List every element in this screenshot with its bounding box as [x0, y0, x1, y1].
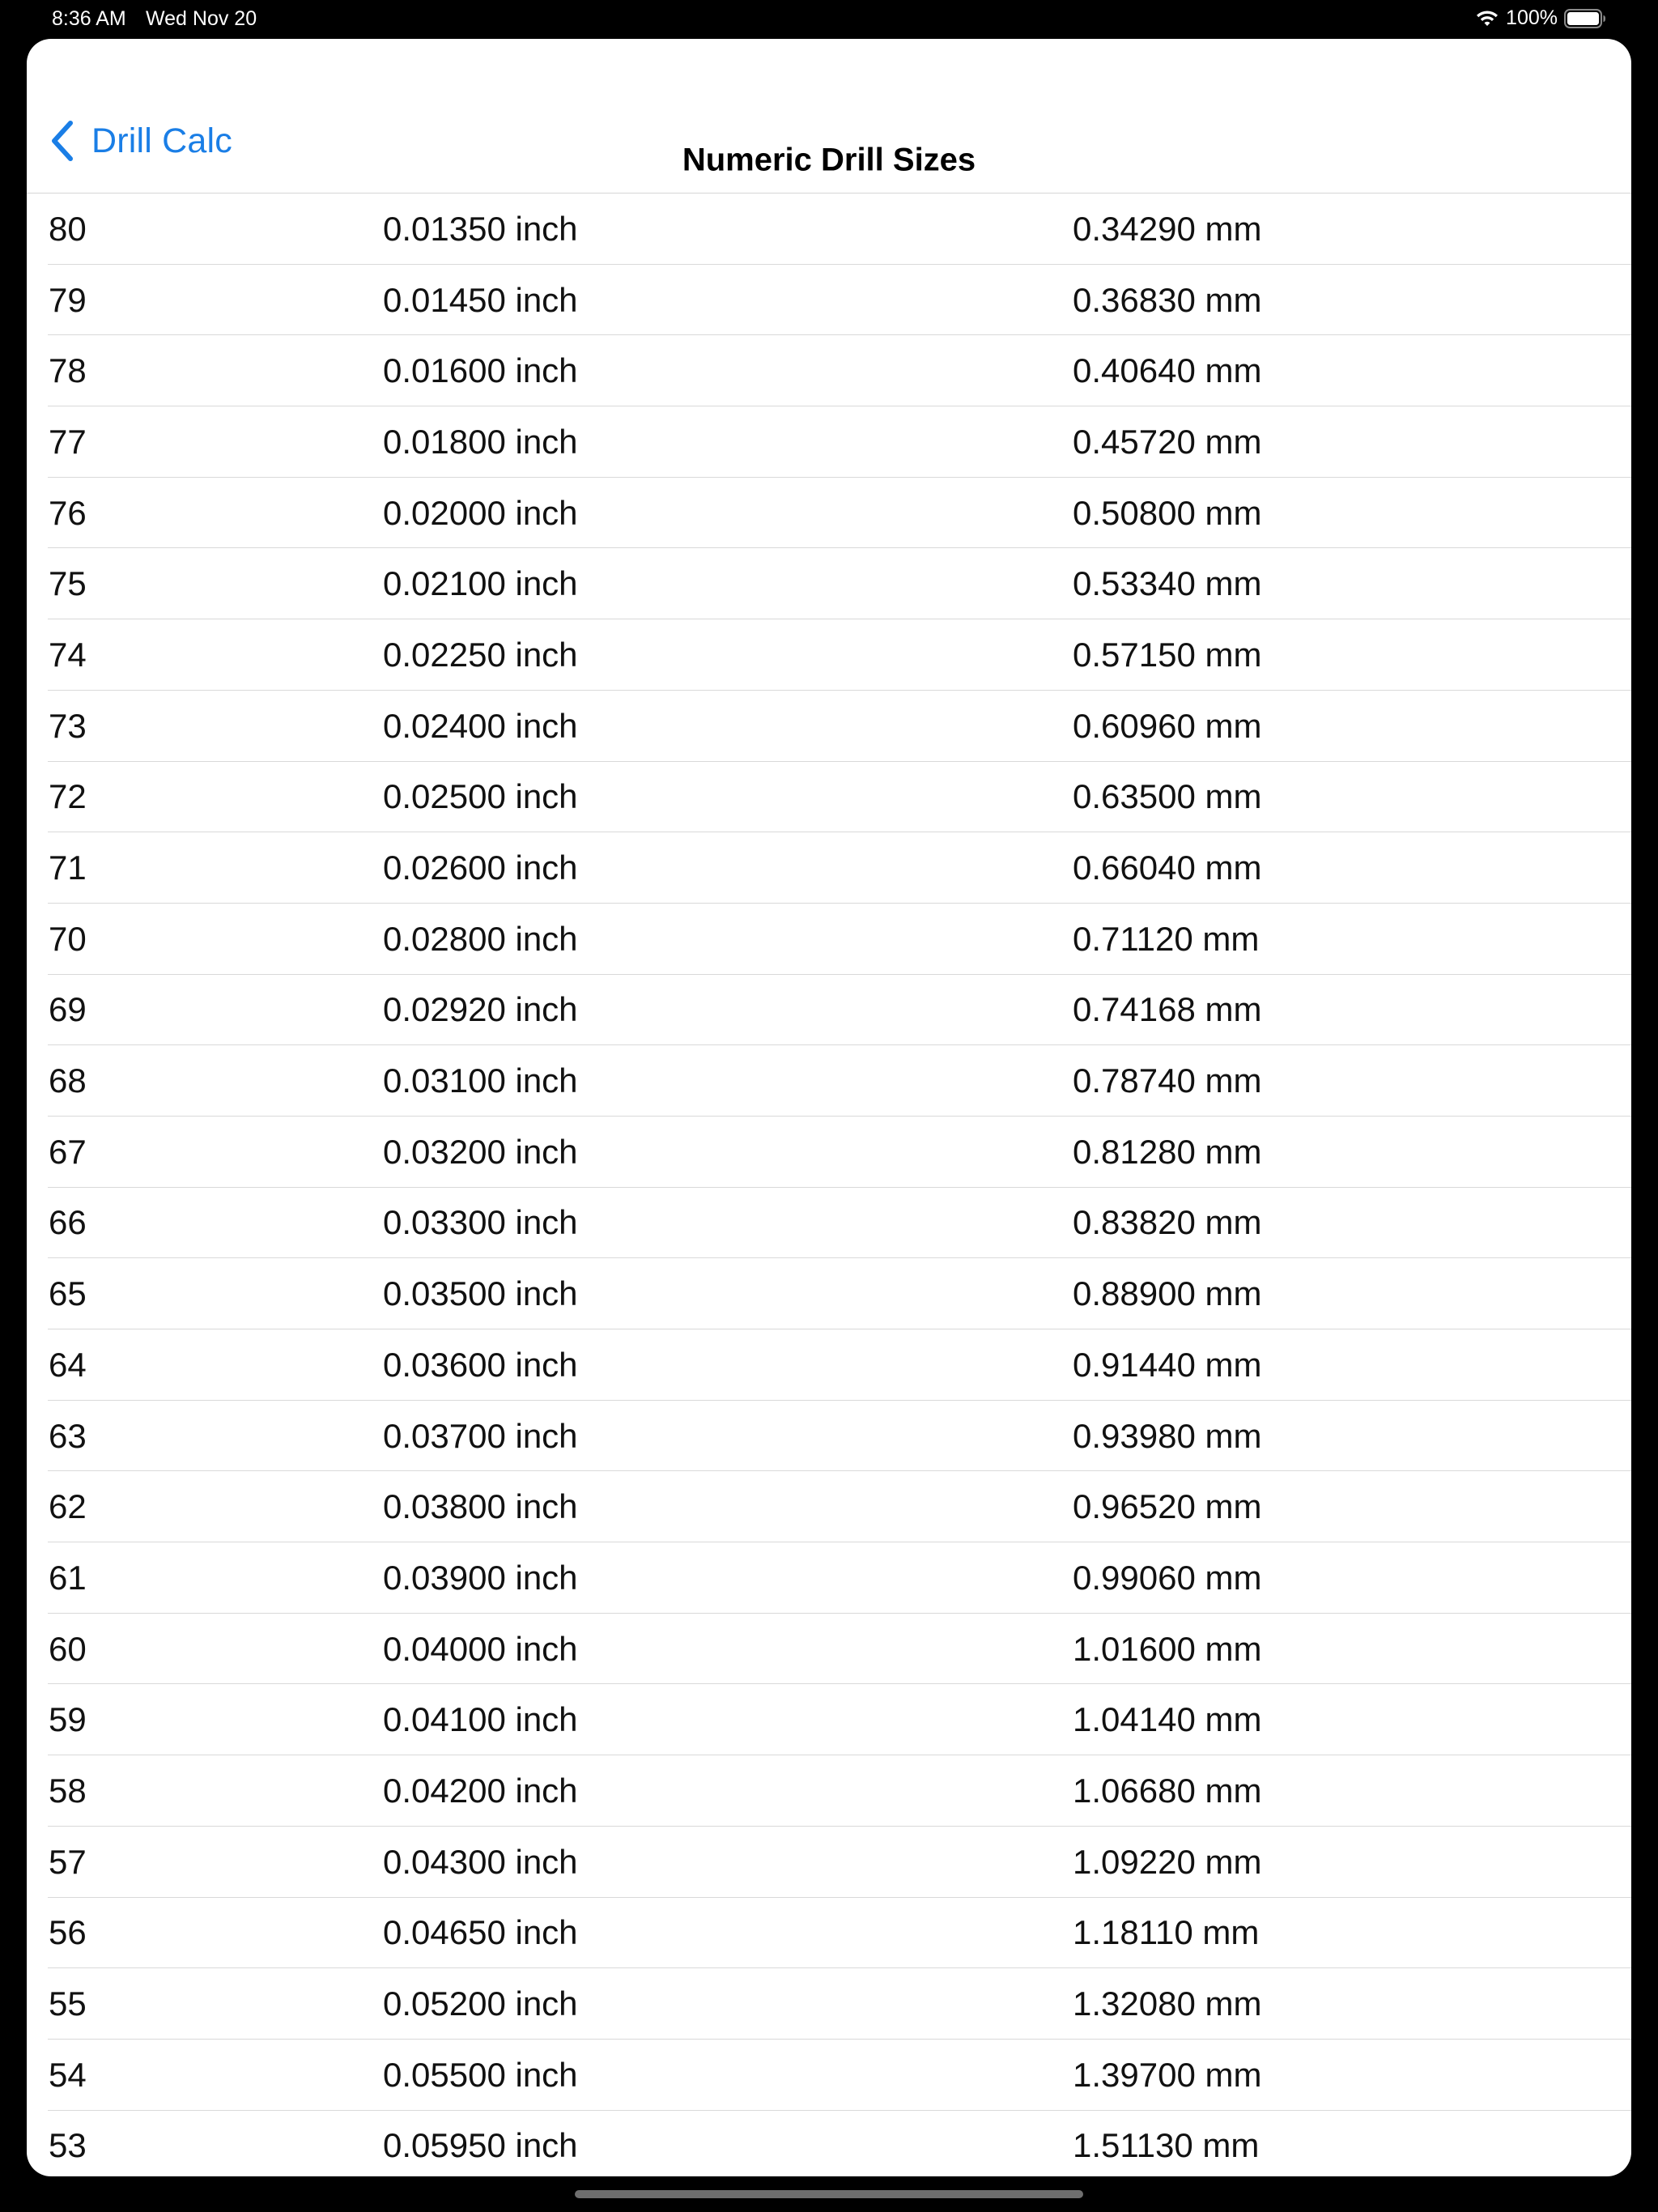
- table-row[interactable]: [27, 832, 1631, 904]
- mm-value: 0.81280 mm: [1073, 1132, 1262, 1171]
- inch-value: 0.04100 inch: [383, 1700, 578, 1739]
- status-bar: [0, 0, 1658, 39]
- inch-value: 0.03200 inch: [383, 1132, 578, 1171]
- drill-size-number: 61: [49, 1558, 87, 1597]
- drill-size-number: 66: [49, 1203, 87, 1242]
- battery-icon: [1564, 8, 1606, 29]
- mm-value: 0.99060 mm: [1073, 1558, 1262, 1597]
- inch-value: 0.03300 inch: [383, 1203, 578, 1242]
- drill-size-number: 63: [49, 1416, 87, 1455]
- inch-value: 0.02000 inch: [383, 493, 578, 532]
- mm-value: 1.04140 mm: [1073, 1700, 1262, 1739]
- inch-value: 0.03100 inch: [383, 1061, 578, 1100]
- page-title: Numeric Drill Sizes: [682, 142, 976, 178]
- table-row[interactable]: [27, 1188, 1631, 1259]
- mm-value: 0.93980 mm: [1073, 1416, 1262, 1455]
- inch-value: 0.03900 inch: [383, 1558, 578, 1597]
- table-row[interactable]: [27, 194, 1631, 265]
- table-row[interactable]: [27, 548, 1631, 619]
- drill-size-number: 79: [49, 280, 87, 319]
- mm-value: 0.88900 mm: [1073, 1274, 1262, 1313]
- table-row[interactable]: [27, 2111, 1631, 2176]
- drill-size-number: 69: [49, 990, 87, 1029]
- table-row[interactable]: [27, 1898, 1631, 1969]
- status-time: 8:36 AM: [52, 7, 126, 30]
- inch-value: 0.02100 inch: [383, 564, 578, 603]
- inch-value: 0.05950 inch: [383, 2126, 578, 2165]
- table-row[interactable]: [27, 1329, 1631, 1401]
- drill-size-table: [27, 194, 1631, 2176]
- table-row[interactable]: [27, 1542, 1631, 1614]
- table-row[interactable]: [27, 1258, 1631, 1329]
- mm-value: 0.60960 mm: [1073, 706, 1262, 745]
- wifi-icon: [1475, 10, 1499, 28]
- mm-value: 1.51130 mm: [1073, 2126, 1260, 2165]
- table-row[interactable]: [27, 619, 1631, 691]
- table-row[interactable]: [27, 904, 1631, 975]
- drill-size-number: 54: [49, 2055, 87, 2094]
- drill-size-number: 53: [49, 2126, 87, 2165]
- table-row[interactable]: [27, 2040, 1631, 2111]
- inch-value: 0.04300 inch: [383, 1842, 578, 1881]
- mm-value: 0.71120 mm: [1073, 919, 1260, 958]
- table-row[interactable]: [27, 1755, 1631, 1827]
- mm-value: 1.01600 mm: [1073, 1629, 1262, 1668]
- inch-value: 0.02800 inch: [383, 919, 578, 958]
- inch-value: 0.01600 inch: [383, 351, 578, 390]
- table-row[interactable]: [27, 406, 1631, 478]
- inch-value: 0.01350 inch: [383, 209, 578, 248]
- drill-size-number: 57: [49, 1842, 87, 1881]
- table-row[interactable]: [27, 1401, 1631, 1472]
- drill-size-number: 64: [49, 1345, 87, 1384]
- drill-size-number: 77: [49, 422, 87, 461]
- mm-value: 0.50800 mm: [1073, 493, 1262, 532]
- inch-value: 0.02250 inch: [383, 635, 578, 674]
- drill-size-number: 65: [49, 1274, 87, 1313]
- drill-size-number: 59: [49, 1700, 87, 1739]
- status-date: Wed Nov 20: [146, 7, 257, 30]
- mm-value: 1.32080 mm: [1073, 1984, 1262, 2023]
- drill-size-number: 71: [49, 849, 87, 887]
- inch-value: 0.02920 inch: [383, 990, 578, 1029]
- table-row[interactable]: [27, 1471, 1631, 1542]
- mm-value: 0.91440 mm: [1073, 1345, 1262, 1384]
- mm-value: 1.09220 mm: [1073, 1842, 1262, 1881]
- drill-sizes-sheet: [27, 39, 1631, 2176]
- mm-value: 0.40640 mm: [1073, 351, 1262, 390]
- inch-value: 0.03700 inch: [383, 1416, 578, 1455]
- inch-value: 0.02600 inch: [383, 849, 578, 887]
- drill-size-number: 56: [49, 1913, 87, 1952]
- drill-size-number: 68: [49, 1061, 87, 1100]
- drill-size-number: 80: [49, 209, 87, 248]
- mm-value: 0.83820 mm: [1073, 1203, 1262, 1242]
- mm-value: 0.45720 mm: [1073, 422, 1262, 461]
- inch-value: 0.04200 inch: [383, 1771, 578, 1810]
- drill-size-number: 70: [49, 919, 87, 958]
- table-row[interactable]: [27, 975, 1631, 1046]
- inch-value: 0.04000 inch: [383, 1629, 578, 1668]
- mm-value: 1.18110 mm: [1073, 1913, 1260, 1952]
- inch-value: 0.02400 inch: [383, 706, 578, 745]
- inch-value: 0.05500 inch: [383, 2055, 578, 2094]
- drill-size-number: 74: [49, 635, 87, 674]
- inch-value: 0.03800 inch: [383, 1487, 578, 1526]
- table-row[interactable]: [27, 1045, 1631, 1117]
- table-row[interactable]: [27, 478, 1631, 549]
- drill-size-number: 73: [49, 706, 87, 745]
- status-indicators: [1475, 6, 1606, 30]
- back-button-label: Drill Calc: [91, 121, 232, 160]
- table-row[interactable]: [27, 1614, 1631, 1685]
- inch-value: 0.02500 inch: [383, 777, 578, 816]
- inch-value: 0.01450 inch: [383, 280, 578, 319]
- mm-value: 0.57150 mm: [1073, 635, 1262, 674]
- drill-size-number: 58: [49, 1771, 87, 1810]
- table-row[interactable]: [27, 691, 1631, 762]
- drill-size-number: 76: [49, 493, 87, 532]
- drill-size-number: 62: [49, 1487, 87, 1526]
- drill-size-number: 75: [49, 564, 87, 603]
- mm-value: 1.06680 mm: [1073, 1771, 1262, 1810]
- mm-value: 0.36830 mm: [1073, 280, 1262, 319]
- inch-value: 0.04650 inch: [383, 1913, 578, 1952]
- table-row[interactable]: [27, 1684, 1631, 1755]
- table-row[interactable]: [27, 335, 1631, 406]
- mm-value: 0.66040 mm: [1073, 849, 1262, 887]
- home-indicator[interactable]: [575, 2190, 1083, 2198]
- drill-size-number: 67: [49, 1132, 87, 1171]
- inch-value: 0.03500 inch: [383, 1274, 578, 1313]
- drill-size-number: 55: [49, 1984, 87, 2023]
- mm-value: 0.34290 mm: [1073, 209, 1262, 248]
- drill-size-number: 72: [49, 777, 87, 816]
- mm-value: 0.78740 mm: [1073, 1061, 1262, 1100]
- mm-value: 0.53340 mm: [1073, 564, 1262, 603]
- mm-value: 0.63500 mm: [1073, 777, 1262, 816]
- inch-value: 0.01800 inch: [383, 422, 578, 461]
- table-row[interactable]: [27, 1968, 1631, 2040]
- table-row[interactable]: [27, 762, 1631, 833]
- mm-value: 1.39700 mm: [1073, 2055, 1262, 2094]
- table-row[interactable]: [27, 265, 1631, 336]
- drill-size-number: 78: [49, 351, 87, 390]
- inch-value: 0.05200 inch: [383, 1984, 578, 2023]
- inch-value: 0.03600 inch: [383, 1345, 578, 1384]
- drill-size-number: 60: [49, 1629, 87, 1668]
- battery-percentage: 100%: [1506, 6, 1558, 29]
- table-row[interactable]: [27, 1117, 1631, 1188]
- mm-value: 0.96520 mm: [1073, 1487, 1262, 1526]
- navigation-bar: [27, 39, 1631, 194]
- table-row[interactable]: [27, 1827, 1631, 1898]
- mm-value: 0.74168 mm: [1073, 990, 1262, 1029]
